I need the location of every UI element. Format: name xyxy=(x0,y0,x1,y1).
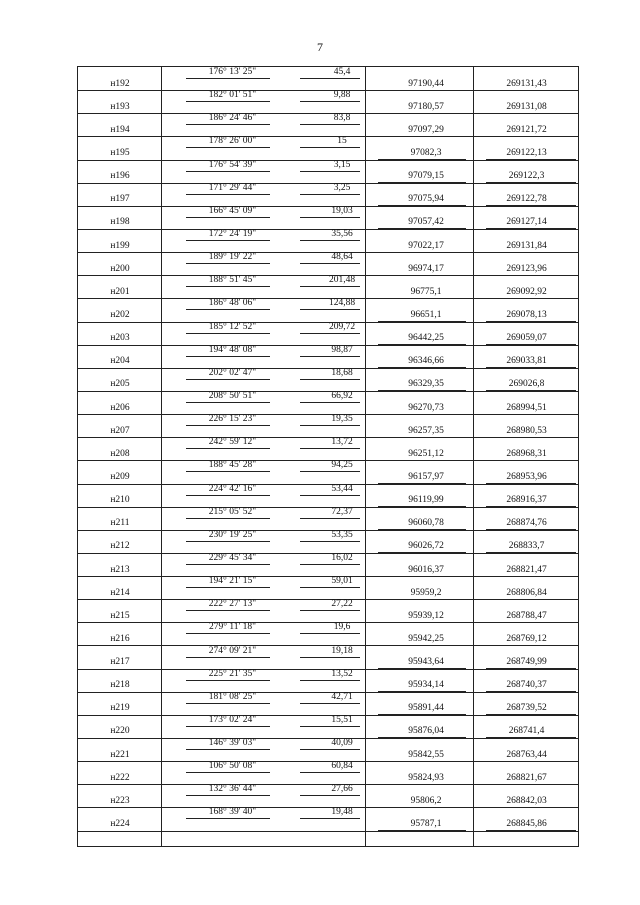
point-id: н211 xyxy=(110,518,130,529)
segment-length: 19,35 xyxy=(331,414,353,425)
coordinate-x: 95891,44 xyxy=(408,703,444,714)
direction-angle: 229° 45' 34" xyxy=(208,552,257,563)
point-id: н201 xyxy=(110,286,130,297)
segment-row xyxy=(78,345,578,357)
coordinate-x: 95824,93 xyxy=(408,772,444,783)
direction-angle: 202° 02' 47" xyxy=(208,367,257,378)
segment-row xyxy=(78,784,578,796)
coordinate-y: 268763,44 xyxy=(506,749,547,760)
direction-angle: 186° 48' 06" xyxy=(208,298,257,309)
coordinate-y: 268845,86 xyxy=(506,819,547,830)
coordinate-y: 269131,43 xyxy=(506,78,547,89)
coordinate-y: 268788,47 xyxy=(506,610,547,621)
segment-length: 59,01 xyxy=(331,576,353,587)
coordinate-x: 97180,57 xyxy=(408,101,444,112)
segment-row xyxy=(78,298,578,310)
coordinate-y: 268739,52 xyxy=(506,703,547,714)
point-id: н220 xyxy=(110,726,130,737)
segment-length: 15 xyxy=(337,136,347,147)
segment-length: 27,66 xyxy=(331,784,353,795)
segment-length: 19,03 xyxy=(331,205,353,216)
direction-angle: 188° 45' 28" xyxy=(208,460,257,471)
point-id: н212 xyxy=(110,541,130,552)
segment-length: 124,88 xyxy=(328,298,356,309)
point-id: н208 xyxy=(110,448,130,459)
coordinate-x: 96060,78 xyxy=(408,518,444,529)
segment-length: 60,84 xyxy=(331,761,353,772)
coordinate-x: 95806,2 xyxy=(410,795,442,806)
direction-angle: 166° 45' 09" xyxy=(208,205,257,216)
point-id: н223 xyxy=(110,795,130,806)
coordinate-x: 97075,94 xyxy=(408,194,444,205)
coordinate-y: 268874,76 xyxy=(506,518,547,529)
segment-length: 3,25 xyxy=(333,182,351,193)
point-id: н215 xyxy=(110,610,130,621)
direction-angle: 181° 08' 25" xyxy=(208,691,257,702)
coordinate-y: 269122,3 xyxy=(508,171,545,182)
coordinate-x: 96329,35 xyxy=(408,379,444,390)
direction-angle: 173° 02' 24" xyxy=(208,714,257,725)
point-id: н213 xyxy=(110,564,130,575)
coordinate-x: 96442,25 xyxy=(408,333,444,344)
segment-row xyxy=(78,599,578,611)
coordinate-y: 268916,37 xyxy=(506,495,547,506)
coordinate-x: 95787,1 xyxy=(410,819,442,830)
segment-length: 53,44 xyxy=(331,483,353,494)
segment-length: 3,15 xyxy=(333,159,351,170)
coordinate-x: 95943,64 xyxy=(408,657,444,668)
segment-row xyxy=(78,391,578,403)
segment-row xyxy=(78,484,578,496)
direction-angle: 186° 24' 46" xyxy=(208,113,257,124)
direction-angle: 224° 42' 16" xyxy=(208,483,257,494)
coordinate-y: 269033,81 xyxy=(506,356,547,367)
coordinate-y: 269127,14 xyxy=(506,217,547,228)
coordinate-y: 268953,96 xyxy=(506,471,547,482)
point-id: н214 xyxy=(110,587,130,598)
coordinate-x: 96270,73 xyxy=(408,402,444,413)
underline xyxy=(378,830,466,831)
coordinate-x: 96016,37 xyxy=(408,564,444,575)
segment-length: 94,25 xyxy=(331,460,353,471)
coordinate-x: 95842,55 xyxy=(408,749,444,760)
segment-row xyxy=(78,669,578,681)
coordinate-y: 268842,03 xyxy=(506,795,547,806)
segment-length: 35,56 xyxy=(331,228,353,239)
direction-angle: 189° 19' 22" xyxy=(208,252,257,263)
point-id: н219 xyxy=(110,703,130,714)
coordinate-x: 96119,99 xyxy=(408,495,444,506)
coordinate-x: 97082,3 xyxy=(410,147,442,158)
coordinate-y: 269121,72 xyxy=(506,124,547,135)
segment-row xyxy=(78,761,578,773)
coordinate-y: 268821,47 xyxy=(506,564,547,575)
segment-row xyxy=(78,738,578,750)
segment-row xyxy=(78,183,578,195)
point-id: н222 xyxy=(110,772,130,783)
segment-row xyxy=(78,90,578,102)
direction-angle: 194° 21' 15" xyxy=(208,576,257,587)
segment-row xyxy=(78,252,578,264)
coordinate-x: 96346,66 xyxy=(408,356,444,367)
coordinate-x: 96651,1 xyxy=(410,309,442,320)
coordinates-table xyxy=(77,66,579,847)
segment-length: 40,09 xyxy=(331,738,353,749)
segment-row xyxy=(78,807,578,819)
point-id: н205 xyxy=(110,379,130,390)
direction-angle: 230° 19' 25" xyxy=(208,529,257,540)
coordinate-x: 96157,97 xyxy=(408,471,444,482)
segment-length: 201,48 xyxy=(328,275,356,286)
segment-row xyxy=(78,414,578,426)
point-id: н224 xyxy=(110,819,130,830)
point-id: н218 xyxy=(110,680,130,691)
point-id: н195 xyxy=(110,147,130,158)
coordinate-y: 269092,92 xyxy=(506,286,547,297)
segment-length: 19,6 xyxy=(333,622,351,633)
direction-angle: 274° 09' 21" xyxy=(208,645,257,656)
coordinate-y: 269131,08 xyxy=(506,101,547,112)
coordinate-y: 268833,7 xyxy=(508,541,545,552)
coordinate-x: 95939,12 xyxy=(408,610,444,621)
point-id: н216 xyxy=(110,633,130,644)
point-id: н202 xyxy=(110,309,130,320)
segment-length: 9,88 xyxy=(333,90,351,101)
coordinate-x: 97079,15 xyxy=(408,171,444,182)
coordinate-x: 96974,17 xyxy=(408,263,444,274)
segment-row xyxy=(78,460,578,472)
segment-row xyxy=(78,136,578,148)
segment-length: 27,22 xyxy=(331,599,353,610)
segment-row xyxy=(78,507,578,519)
coordinate-y: 268968,31 xyxy=(506,448,547,459)
segment-length: 19,48 xyxy=(331,807,353,818)
segment-row xyxy=(78,160,578,172)
direction-angle: 185° 12' 52" xyxy=(208,321,257,332)
direction-angle: 215° 05' 52" xyxy=(208,506,257,517)
coordinate-x: 95942,25 xyxy=(408,633,444,644)
point-id: н197 xyxy=(110,194,130,205)
direction-angle: 182° 01' 51" xyxy=(208,90,257,101)
coordinate-y: 268749,99 xyxy=(506,657,547,668)
segment-length: 19,18 xyxy=(331,645,353,656)
coordinate-y: 269078,13 xyxy=(506,309,547,320)
coordinate-y: 269122,13 xyxy=(506,147,547,158)
segment-row xyxy=(78,275,578,287)
segment-length: 98,87 xyxy=(331,344,353,355)
segment-row xyxy=(78,113,578,125)
coordinate-x: 97057,42 xyxy=(408,217,444,228)
segment-row xyxy=(78,437,578,449)
direction-angle: 168° 39' 40" xyxy=(208,807,257,818)
coordinate-x: 97097,29 xyxy=(408,124,444,135)
direction-angle: 222° 27' 13" xyxy=(208,599,257,610)
coordinate-y: 269059,07 xyxy=(506,333,547,344)
segment-length: 48,64 xyxy=(331,252,353,263)
segment-row xyxy=(78,646,578,658)
point-id: н196 xyxy=(110,171,130,182)
segment-row xyxy=(78,229,578,241)
direction-angle: 172° 24' 19" xyxy=(208,228,257,239)
segment-length: 83,8 xyxy=(333,113,351,124)
point-id: н192 xyxy=(110,78,130,89)
segment-row xyxy=(78,206,578,218)
underline xyxy=(486,830,576,831)
segment-length: 18,68 xyxy=(331,367,353,378)
point-id: н210 xyxy=(110,495,130,506)
point-id: н203 xyxy=(110,333,130,344)
coordinate-x: 96251,12 xyxy=(408,448,444,459)
segment-row xyxy=(78,622,578,634)
direction-angle: 178° 26' 00" xyxy=(208,136,257,147)
direction-angle: 242° 59' 12" xyxy=(208,437,257,448)
coordinate-x: 95876,04 xyxy=(408,726,444,737)
point-id: н204 xyxy=(110,356,130,367)
coordinate-y: 269131,84 xyxy=(506,240,547,251)
segment-row xyxy=(78,530,578,542)
coordinate-y: 268740,37 xyxy=(506,680,547,691)
direction-angle: 225° 21' 35" xyxy=(208,668,257,679)
segment-row xyxy=(78,67,578,79)
point-id: н193 xyxy=(110,101,130,112)
point-row xyxy=(78,819,578,832)
segment-length: 16,02 xyxy=(331,552,353,563)
segment-row xyxy=(78,322,578,334)
point-id: н198 xyxy=(110,217,130,228)
segment-length: 15,51 xyxy=(331,714,353,725)
segment-row xyxy=(78,715,578,727)
coordinate-y: 268994,51 xyxy=(506,402,547,413)
coordinate-x: 95959,2 xyxy=(410,587,442,598)
coordinate-y: 269123,96 xyxy=(506,263,547,274)
point-id: н206 xyxy=(110,402,130,413)
segment-length: 42,71 xyxy=(331,691,353,702)
direction-angle: 226° 15' 23" xyxy=(208,414,257,425)
point-id: н199 xyxy=(110,240,130,251)
coordinate-y: 268980,53 xyxy=(506,425,547,436)
page-number: 7 xyxy=(317,40,323,54)
point-id: н200 xyxy=(110,263,130,274)
segment-row xyxy=(78,553,578,565)
point-id: н207 xyxy=(110,425,130,436)
coordinate-y: 268769,12 xyxy=(506,633,547,644)
coordinate-x: 96026,72 xyxy=(408,541,444,552)
direction-angle: 208° 50' 51" xyxy=(208,390,257,401)
direction-angle: 106° 50' 08" xyxy=(208,761,257,772)
coordinate-x: 96775,1 xyxy=(410,286,442,297)
coordinate-y: 269026,8 xyxy=(508,379,545,390)
coordinate-x: 95934,14 xyxy=(408,680,444,691)
point-id: н217 xyxy=(110,657,130,668)
coordinate-x: 97022,17 xyxy=(408,240,444,251)
segment-row xyxy=(78,576,578,588)
direction-angle: 171° 29' 44" xyxy=(208,182,257,193)
coordinate-x: 97190,44 xyxy=(408,78,444,89)
segment-length: 66,92 xyxy=(331,390,353,401)
direction-angle: 132° 36' 44" xyxy=(208,784,257,795)
direction-angle: 176° 54' 39" xyxy=(208,159,257,170)
segment-row xyxy=(78,692,578,704)
point-id: н194 xyxy=(110,124,130,135)
coordinate-y: 269122,78 xyxy=(506,194,547,205)
direction-angle: 188° 51' 45" xyxy=(208,275,257,286)
segment-row xyxy=(78,368,578,380)
segment-length: 13,72 xyxy=(331,437,353,448)
segment-length: 72,37 xyxy=(331,506,353,517)
point-id: н209 xyxy=(110,471,130,482)
direction-angle: 176° 13' 25" xyxy=(208,67,257,77)
segment-length: 209,72 xyxy=(328,321,356,332)
direction-angle: 279° 11' 18" xyxy=(208,622,257,633)
coordinate-y: 268741,4 xyxy=(508,726,545,737)
segment-length: 53,35 xyxy=(331,529,353,540)
point-id: н221 xyxy=(110,749,130,760)
coordinate-x: 96257,35 xyxy=(408,425,444,436)
segment-length: 13,52 xyxy=(331,668,353,679)
coordinate-y: 268821,67 xyxy=(506,772,547,783)
direction-angle: 194° 48' 08" xyxy=(208,344,257,355)
direction-angle: 146° 39' 03" xyxy=(208,738,257,749)
segment-length: 45,4 xyxy=(333,67,351,77)
coordinate-y: 268806,84 xyxy=(506,587,547,598)
